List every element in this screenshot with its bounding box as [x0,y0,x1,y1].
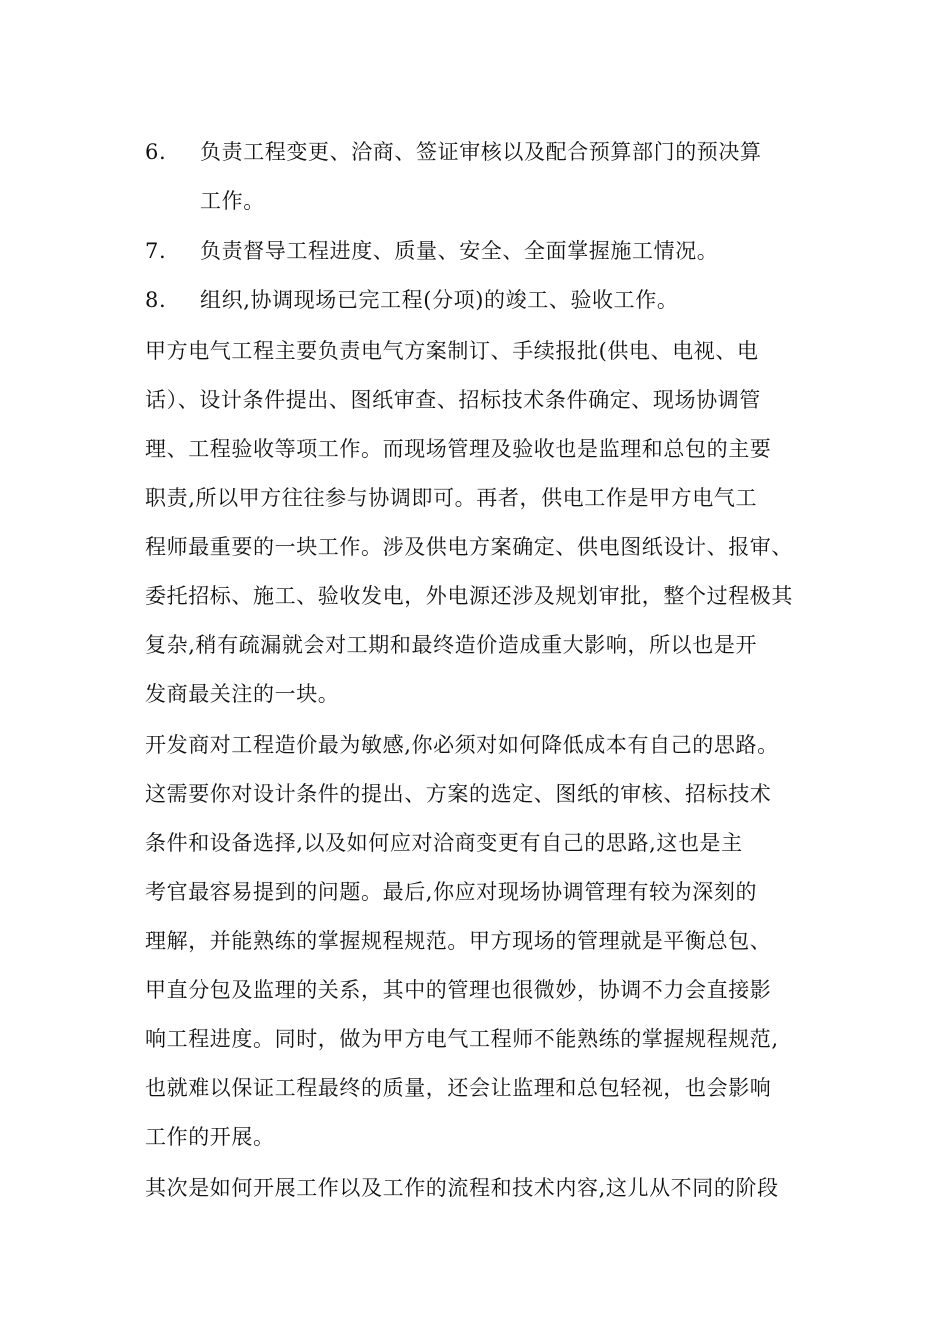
text-line: 话）、设计条件提出、图纸审查、招标技术条件确定、现场协调管 [145,388,761,412]
text-line: 程师最重要的一块工作。涉及供电方案确定、供电图纸设计、报审、 [145,535,793,559]
text-line: 考官最容易提到的问题。最后,你应对现场协调管理有较为深刻的 [145,880,758,904]
text-line: 理解，并能熟练的掌握规程规范。甲方现场的管理就是平衡总包、 [145,929,772,953]
list-line [145,285,835,315]
text-line: 复杂,稍有疏漏就会对工期和最终造价造成重大影响，所以也是开 [145,633,758,657]
text-line: 开发商对工程造价最为敏感,你必须对如何降低成本有自己的思路。 [145,733,779,757]
list-text: 组织,协调现场已完工程(分项)的竣工、验收工作。 [200,288,679,312]
text-line: 发商最关注的一块。 [145,682,340,706]
text-line: 工作的开展。 [145,1125,275,1149]
text-line: 这需要你对设计条件的提出、方案的选定、图纸的审核、招标技术 [145,782,772,806]
list-line [145,137,835,167]
text-line: 甲方电气工程主要负责电气方案制订、手续报批(供电、电视、电 [145,339,759,363]
list-line [145,236,835,266]
text-line: 理、工程验收等项工作。而现场管理及验收也是监理和总包的主要 [145,437,772,461]
text-line: 条件和设备选择,以及如何应对洽商变更有自己的思路,这也是主 [145,831,743,855]
text-line: 职责,所以甲方往往参与协调即可。再者，供电工作是甲方电气工 [145,486,758,510]
list-number: 6. [145,140,167,164]
list-number: 8. [145,288,167,312]
list-number: 7. [145,239,167,263]
text-line: 甲直分包及监理的关系，其中的管理也很微妙，协调不力会直接影 [145,978,772,1002]
text-line: 响工程进度。同时，做为甲方电气工程师不能熟练的掌握规程规范, [145,1027,779,1051]
list-text: 工作。 [200,189,265,213]
list-line [200,186,890,216]
text-line: 其次是如何开展工作以及工作的流程和技术内容,这儿从不同的阶段 [145,1176,779,1200]
list-text: 负责督导工程进度、质量、安全、全面掌握施工情况。 [200,239,719,263]
list-text: 负责工程变更、洽商、签证审核以及配合预算部门的预决算 [200,140,762,164]
text-line: 也就难以保证工程最终的质量，还会让监理和总包轻视，也会影响 [145,1076,772,1100]
text-line: 委托招标、施工、验收发电，外电源还涉及规划审批，整个过程极其 [145,584,793,608]
